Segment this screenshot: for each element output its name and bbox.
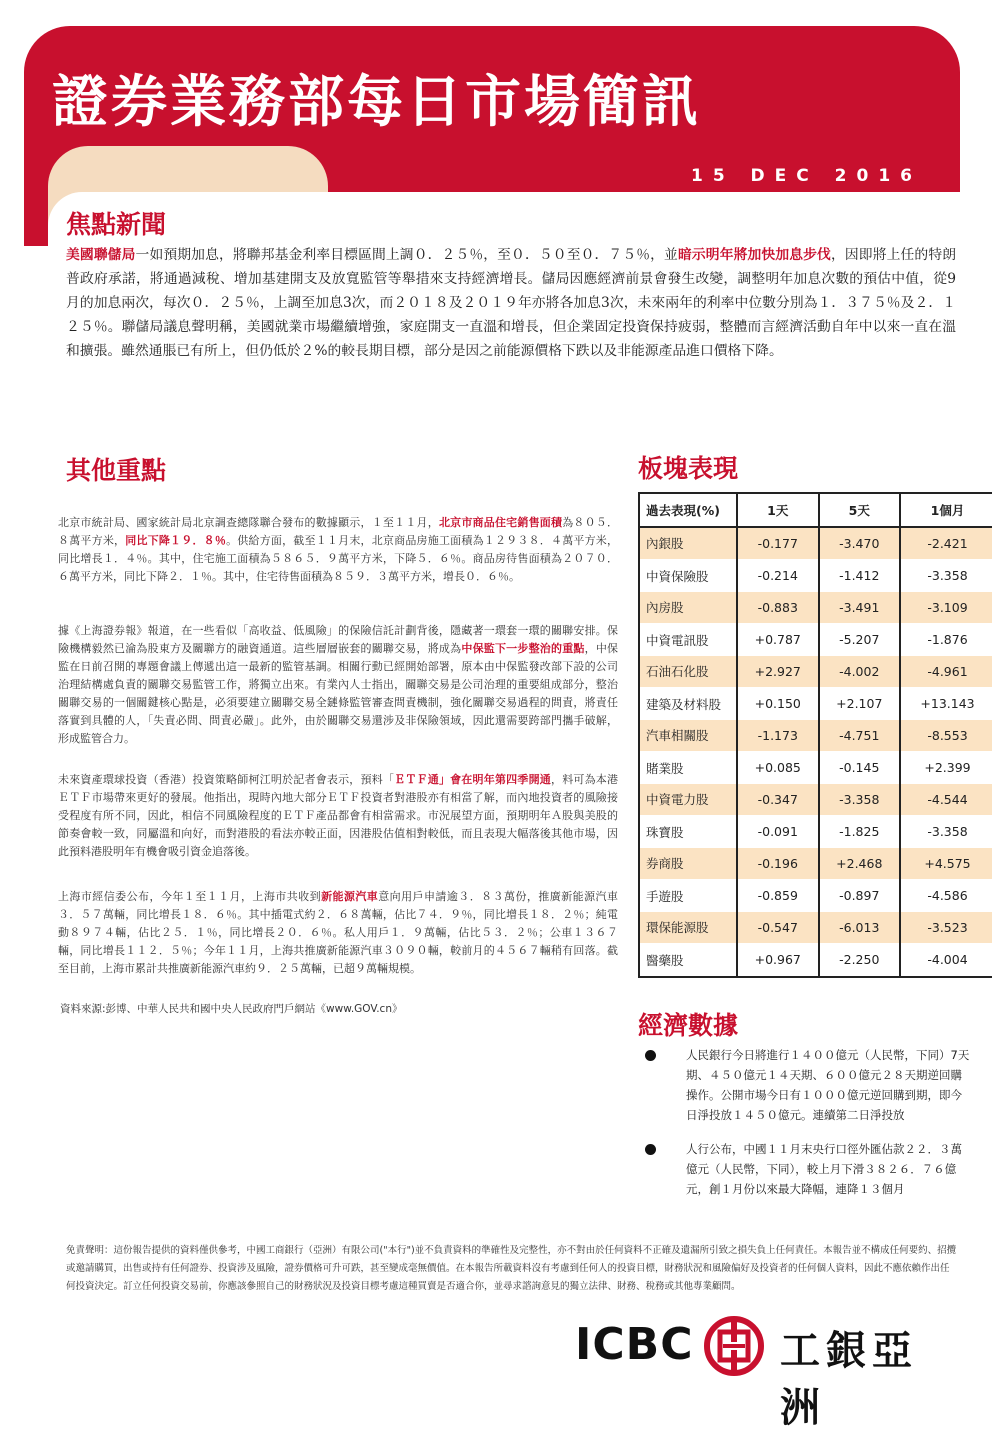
sector-table-body <box>639 527 992 977</box>
column-header: 過去表現(%) <box>639 493 737 527</box>
value-cell: -0.859 <box>737 880 819 912</box>
sector-name-cell: 內銀股 <box>639 527 737 560</box>
value-cell: -4.961 <box>900 656 992 688</box>
table-row <box>639 688 992 720</box>
focus-paragraph <box>66 243 956 363</box>
table-row <box>639 592 992 624</box>
value-cell: -1.412 <box>819 560 901 592</box>
value-cell: -0.214 <box>737 560 819 592</box>
table-row <box>639 912 992 944</box>
list-item <box>640 1045 970 1125</box>
body-text: 。供給方面，截至１１月末，北京商品房施工面積為１２９３８．４萬平方米，同比增長１．４％。其中，住宅施工面積為５８６５．９萬平方米，下降５．６％。商品房待售面積為２０７０．６萬平方米，同比下降２．１％。其中，住宅待售面積為８５９．３萬平方米，增長０．６％。 <box>58 534 619 583</box>
value-cell: -4.002 <box>819 656 901 688</box>
table-row <box>639 880 992 912</box>
value-cell: +0.085 <box>737 752 819 784</box>
value-cell: +2.107 <box>819 688 901 720</box>
value-cell: -0.547 <box>737 912 819 944</box>
sector-name-cell: 中資電訊股 <box>639 624 737 656</box>
news-paragraph <box>58 888 618 978</box>
table-row <box>639 784 992 816</box>
econ-list <box>640 1045 970 1213</box>
value-cell: +0.787 <box>737 624 819 656</box>
table-header-row <box>639 493 992 527</box>
body-text: 為８０５．８萬平方米， <box>58 516 619 547</box>
highlight-text: ＥＴＦ通」會在明年第四季開通 <box>394 773 551 786</box>
data-source: 資料來源:彭博、中華人民共和國中央人民政府門戶網站《www.GOV.cn》 <box>60 1003 403 1015</box>
value-cell: -8.553 <box>900 720 992 752</box>
value-cell: +13.143 <box>900 688 992 720</box>
value-cell: -4.544 <box>900 784 992 816</box>
sector-name-cell: 手遊股 <box>639 880 737 912</box>
value-cell: -3.470 <box>819 527 901 560</box>
sector-name-cell: 內房股 <box>639 592 737 624</box>
value-cell: +0.967 <box>737 944 819 977</box>
news-paragraph <box>58 771 618 861</box>
highlight-text: 美國聯儲局 <box>66 247 136 263</box>
value-cell: -3.358 <box>900 816 992 848</box>
logo-wordmark: ICBC <box>575 1319 694 1370</box>
body-text: ，因即將上任的特朗普政府承諾，將通過減稅、增加基建開支及放寬監管等舉措來支持經濟增長。儲局因應經濟前景會發生改變，調整明年加息次數的預估中值，從9月的加息兩次，每次０．２５％，上調至加息3次，而２０１８及２０１９年亦將各加息3次，未來兩年的利率中位數分別為１．３７５％及２．１２５％。聯儲局議息聲明稱，美國就業市場繼續增強，家庭開支一直溫和增長，但企業固定投資保持疲弱，整體而言經濟活動自年中以來一直在溫和擴張。雖然通脹已有所上，但仍低於２%的較長期目標，部分是因之前能源價格下跌以及非能源產品進口價格下降。 <box>66 247 957 359</box>
body-text: ，料可為本港ＥＴＦ市場帶來更好的發展。他指出，現時內地大部分ＥＴＦ投資者對港股亦有相當了解，而內地投資者的風險接受程度有所不同，因此，相信不同風險程度的ＥＴＦ產品都會有相當需求。市況展望方面，預期明年Ａ股與美股的節奏會較一致，同屬溫和向好，而對港股的看法亦較正面，因港股估值相對較低，而且表現大幅落後其他市場，因此預料港股明年有機會吸引資金追落後。 <box>58 773 619 858</box>
highlight-text: 暗示明年將加快加息步伐 <box>677 247 831 263</box>
value-cell: -3.358 <box>819 784 901 816</box>
value-cell: -0.897 <box>819 880 901 912</box>
column-header: 1個月 <box>900 493 992 527</box>
body-text: 北京市統計局、國家統計局北京調查總隊聯合發布的數據顯示，１至１１月， <box>58 516 439 529</box>
page-title: 證券業務部每日市場簡訊 <box>52 70 701 135</box>
sector-name-cell: 中資電力股 <box>639 784 737 816</box>
body-text: 一如預期加息，將聯邦基金利率目標區間上調０．２５％，至０．５０至０．７５％，並 <box>135 247 678 263</box>
other-heading: 其他重點 <box>66 456 167 485</box>
body-text: 據《上海證券報》報道，在一些看似「高收益、低風險」的保險信託計劃背後，隱藏著一環套一環的關聯安排。保險機構毅然已淪為股東方及關聯方的融資通道。這些層層嵌套的關聯交易，將成為 <box>58 624 618 655</box>
value-cell: -1.876 <box>900 624 992 656</box>
value-cell: -0.145 <box>819 752 901 784</box>
table-row <box>639 848 992 880</box>
body-text: 未來資產環球投資（香港）投資策略師柯江明於記者會表示，預料「 <box>58 773 395 786</box>
value-cell: -0.091 <box>737 816 819 848</box>
value-cell: +0.150 <box>737 688 819 720</box>
sector-heading: 板塊表現 <box>638 454 739 483</box>
highlight-text: 中保監下一步整治的重點 <box>461 642 585 655</box>
sector-name-cell: 環保能源股 <box>639 912 737 944</box>
value-cell: -4.586 <box>900 880 992 912</box>
value-cell: -0.347 <box>737 784 819 816</box>
value-cell: +4.575 <box>900 848 992 880</box>
value-cell: +2.399 <box>900 752 992 784</box>
focus-heading: 焦點新聞 <box>66 210 167 239</box>
table-row <box>639 560 992 592</box>
value-cell: -4.751 <box>819 720 901 752</box>
sector-name-cell: 建築及材料股 <box>639 688 737 720</box>
report-date: 15 DEC 2016 <box>690 166 922 186</box>
table-row <box>639 720 992 752</box>
sector-name-cell: 汽車相關股 <box>639 720 737 752</box>
table-row <box>639 816 992 848</box>
sector-name-cell: 賭業股 <box>639 752 737 784</box>
icbc-emblem-icon <box>703 1315 765 1377</box>
econ-item-text: 人行公布，中國１１月末央行口徑外匯佔款２２．３萬億元（人民幣，下同），較上月下滑３８２６．７６億元，創１月份以來最大降幅，連降１３個月 <box>686 1142 962 1196</box>
column-header: 1天 <box>737 493 819 527</box>
value-cell: -3.491 <box>819 592 901 624</box>
value-cell: +2.468 <box>819 848 901 880</box>
highlight-text: 北京市商品住宅銷售面積 <box>438 516 563 529</box>
news-paragraph <box>58 514 618 586</box>
body-text: 上海市經信委公布，今年１至１１月，上海市共收到 <box>58 890 322 903</box>
value-cell: +2.927 <box>737 656 819 688</box>
sector-name-cell: 中資保險股 <box>639 560 737 592</box>
disclaimer: 免責聲明：這份報告提供的資料僅供參考，中國工商銀行（亞洲）有限公司("本行")並不負責資料的準確性及完整性，亦不對由於任何資料不正確及遺漏所引致之損失負上任何責任。本報告並不構成任何要約、招攬或邀請購買，出售或持有任何證券、投資涉及風險，證券價格可升可跌，甚至變成毫無價值。在本報告所載資料沒有考慮到任何人的投資目標，財務狀況和風險偏好及投資者的任何個人資料，因此不應依賴作出任何投資決定。訂立任何投資交易前，你應該參照自己的財務狀況及投資目標考慮這種買賣是否適合你，並尋求諮詢意見的獨立法律、財務、稅務或其他專業顧問。 <box>66 1245 957 1292</box>
value-cell: -4.004 <box>900 944 992 977</box>
table-row <box>639 752 992 784</box>
value-cell: -3.523 <box>900 912 992 944</box>
table-row <box>639 944 992 977</box>
list-item <box>640 1139 970 1199</box>
sector-name-cell: 石油石化股 <box>639 656 737 688</box>
column-header: 5天 <box>819 493 901 527</box>
table-row <box>639 656 992 688</box>
icbc-logo <box>575 1315 960 1431</box>
value-cell: -2.250 <box>819 944 901 977</box>
sector-performance-table <box>638 492 992 978</box>
value-cell: -3.109 <box>900 592 992 624</box>
highlight-text: 同比下降１９．８％ <box>125 534 227 547</box>
value-cell: -1.173 <box>737 720 819 752</box>
news-paragraph <box>58 622 618 748</box>
table-row <box>639 624 992 656</box>
value-cell: -6.013 <box>819 912 901 944</box>
bullet-icon <box>645 1144 656 1155</box>
value-cell: -0.196 <box>737 848 819 880</box>
logo-chinese-name: 工銀亞洲 <box>780 1328 918 1431</box>
econ-item-text: 人民銀行今日將進行１４００億元（人民幣，下同）7天期、４５０億元１４天期、６００億元２８天期逆回購操作。公開市場今日有１０００億元逆回購到期，即今日淨投放１４５０億元。連續第二日淨投放 <box>686 1048 970 1122</box>
table-row <box>639 527 992 560</box>
value-cell: -5.207 <box>819 624 901 656</box>
sector-name-cell: 珠寶股 <box>639 816 737 848</box>
value-cell: -1.825 <box>819 816 901 848</box>
sector-name-cell: 醫藥股 <box>639 944 737 977</box>
econ-heading: 經濟數據 <box>638 1011 739 1040</box>
bullet-icon <box>645 1050 656 1061</box>
value-cell: -0.177 <box>737 527 819 560</box>
value-cell: -3.358 <box>900 560 992 592</box>
value-cell: -0.883 <box>737 592 819 624</box>
body-text: 意向用戶申請逾３．８３萬份，推廣新能源汽車３．５７萬輛，同比增長１８．６％。其中插電式約２．６８萬輛，佔比７４．９％，同比增長１８．２％；純電動８９７４輛，佔比２５．１％，同比增長２０．６％。私人用戶１．９萬輛，佔比５３．２％；公車１３６７輛，同比增長１１２．５％；今年１１月，上海共推廣新能源汽車３０９０輛，較前月的４５６７輛稍有回落。截至目前，上海市累計共推廣新能源汽車約９．２５萬輛，已超９萬輛規模。 <box>58 890 618 975</box>
value-cell: -2.421 <box>900 527 992 560</box>
body-text: ，中保監在日前召開的專題會議上傳遞出這一最新的監管基調。相關行動已經開始部署，原本由中保監發改部下設的公司治理結構處負責的關聯交易監管工作，將獨立出來。有業內人士指出，關聯交易是公司治理的重要組成部分，整治關聯交易的一個關鍵核心點是，必須要建立關聯交易全鏈條監管審查問責機制，強化關聯交易過程的問責，將責任落實到具體的人，「失責必問、問責必嚴」。此外，由於關聯交易還涉及非保險領域，因此還需要跨部門攜手破解，形成監管合力。 <box>58 642 619 745</box>
sector-name-cell: 券商股 <box>639 848 737 880</box>
highlight-text: 新能源汽車 <box>321 890 379 903</box>
